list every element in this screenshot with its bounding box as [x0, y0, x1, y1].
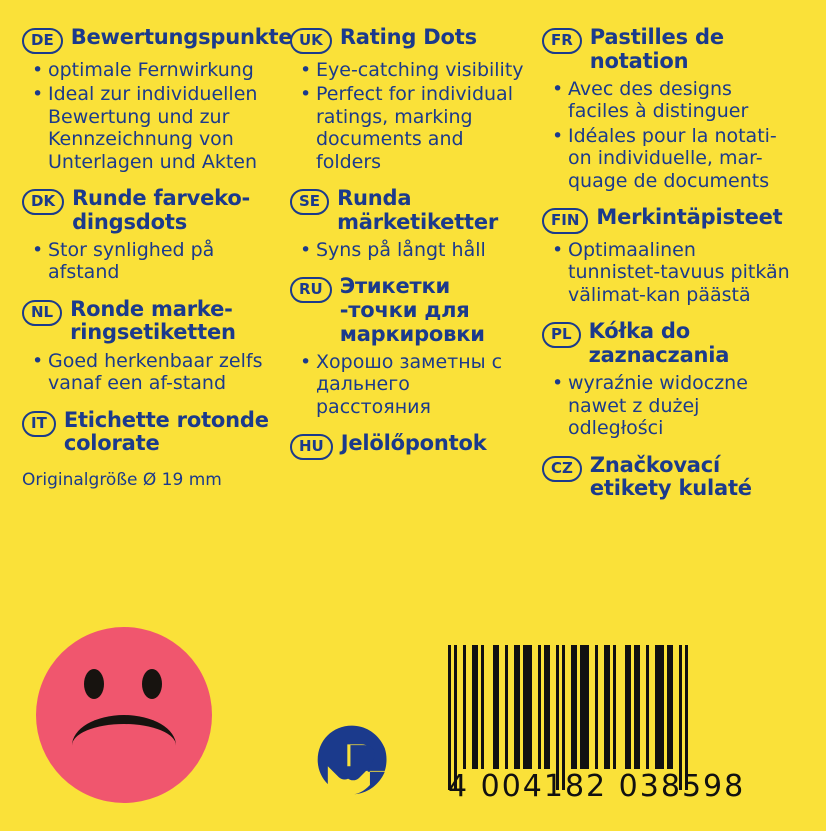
barcode-bars: [448, 645, 778, 769]
lang-block-de: [22, 25, 293, 173]
lang-bullets-nl: [22, 350, 278, 395]
lang-title-dk: Runde farveko-dingsdots: [72, 186, 251, 234]
list-item: • Хорошо заметны с дальнего расстояния: [300, 351, 530, 418]
lang-heading-fin: [542, 206, 792, 234]
lang-bullets-ru: [290, 351, 530, 418]
list-item: • Optimaalinen tunnistet-tavuus pitkän välimat-kan päästä: [552, 239, 792, 306]
list-item: • optimale Fernwirkung: [32, 59, 278, 81]
list-item: • Avec des designs faciles à distinguer: [552, 78, 792, 123]
lang-heading-uk: [290, 26, 530, 54]
list-item: • Ideal zur individuellen Bewertung und zur Kennzeichnung von Unterlagen und Akten: [32, 83, 278, 173]
lang-title-fin: Merkintäpisteet: [596, 205, 783, 230]
lang-bullets-se: [290, 239, 530, 261]
frown-mouth-icon: [72, 715, 176, 776]
lang-block-pl: [542, 320, 792, 439]
eye-icon: [142, 669, 162, 699]
lang-heading-nl: [22, 298, 278, 345]
lang-badge-fr: FR: [542, 28, 582, 54]
barcode-number: 4 004182 038598: [448, 769, 746, 804]
lang-title-it: Etichette rotonde colorate: [63, 407, 269, 456]
lang-badge-it: IT: [22, 411, 56, 437]
lang-heading-se: [290, 187, 530, 234]
lang-bullets-de: [22, 59, 278, 173]
language-columns: [22, 26, 804, 515]
list-item: • Idéales pour la notati-on individuelle, mar-quage de documents: [552, 125, 792, 192]
lang-heading-fr: [542, 26, 792, 73]
lang-badge-uk: UK: [290, 28, 332, 54]
lang-title-de: Bewertungspunkte: [70, 25, 293, 49]
lang-bullets-uk: [290, 59, 530, 173]
lang-heading-cz: [542, 454, 792, 501]
lang-block-hu: [290, 432, 530, 460]
lang-title-hu: Jelölőpontok: [340, 431, 487, 456]
lang-title-nl: Ronde marke-ringsetiketten: [70, 296, 236, 345]
lang-block-fin: [542, 206, 792, 306]
list-item: • Eye-catching visibility: [300, 59, 530, 81]
recycle-icon: [313, 721, 391, 799]
lang-block-it: [22, 409, 278, 456]
lang-badge-ru: RU: [290, 277, 332, 303]
list-item: • wyraźnie widoczne nawet z dużej odległości: [552, 372, 792, 439]
lang-badge-de: DE: [22, 28, 63, 54]
original-size-note: Originalgröße Ø 19 mm: [22, 469, 222, 490]
lang-heading-dk: [22, 187, 278, 234]
barcode: [448, 645, 778, 805]
lang-title-cz: Značkovací etikety kulaté: [589, 452, 752, 501]
lang-title-ru: Этикетки -точки для маркировки: [339, 274, 485, 346]
list-item: • Stor synlighed på afstand: [32, 239, 278, 284]
lang-bullets-fr: [542, 78, 792, 192]
lang-bullets-dk: [22, 239, 278, 284]
lang-badge-cz: CZ: [542, 456, 582, 482]
list-item: • Perfect for individual ratings, marking documents and folders: [300, 83, 530, 173]
column-right: [542, 26, 804, 515]
lang-badge-se: SE: [290, 189, 329, 215]
lang-heading-pl: [542, 320, 792, 367]
lang-badge-fin: FIN: [542, 208, 588, 234]
lang-block-dk: [22, 187, 278, 284]
lang-badge-pl: PL: [542, 322, 581, 348]
column-left: [22, 25, 293, 515]
eye-icon: [84, 669, 104, 699]
lang-heading-it: [22, 409, 278, 456]
lang-heading-hu: [290, 432, 530, 460]
lang-title-pl: Kółka do zaznaczania: [588, 319, 730, 367]
lang-block-se: [290, 187, 530, 261]
lang-title-se: Runda märketiketter: [337, 186, 499, 234]
lang-heading-de: [22, 25, 293, 54]
lang-title-fr: Pastilles de notation: [589, 25, 724, 73]
column-middle: [290, 26, 542, 515]
lang-block-cz: [542, 454, 792, 501]
lang-title-uk: Rating Dots: [339, 25, 477, 49]
lang-block-fr: [542, 26, 792, 192]
list-item: • Syns på långt håll: [300, 239, 530, 261]
lang-block-ru: [290, 275, 530, 418]
bottom-graphics: [0, 591, 826, 831]
lang-badge-dk: DK: [22, 189, 64, 215]
list-item: • Goed herkenbaar zelfs vanaf een af-stand: [32, 350, 278, 395]
lang-badge-nl: NL: [22, 300, 62, 326]
lang-block-uk: [290, 26, 530, 173]
lang-heading-ru: [290, 275, 530, 346]
lang-badge-hu: HU: [290, 434, 333, 460]
sad-face-sticker: [36, 627, 212, 803]
lang-block-nl: [22, 298, 278, 395]
lang-bullets-fin: [542, 239, 792, 306]
lang-bullets-pl: [542, 372, 792, 439]
